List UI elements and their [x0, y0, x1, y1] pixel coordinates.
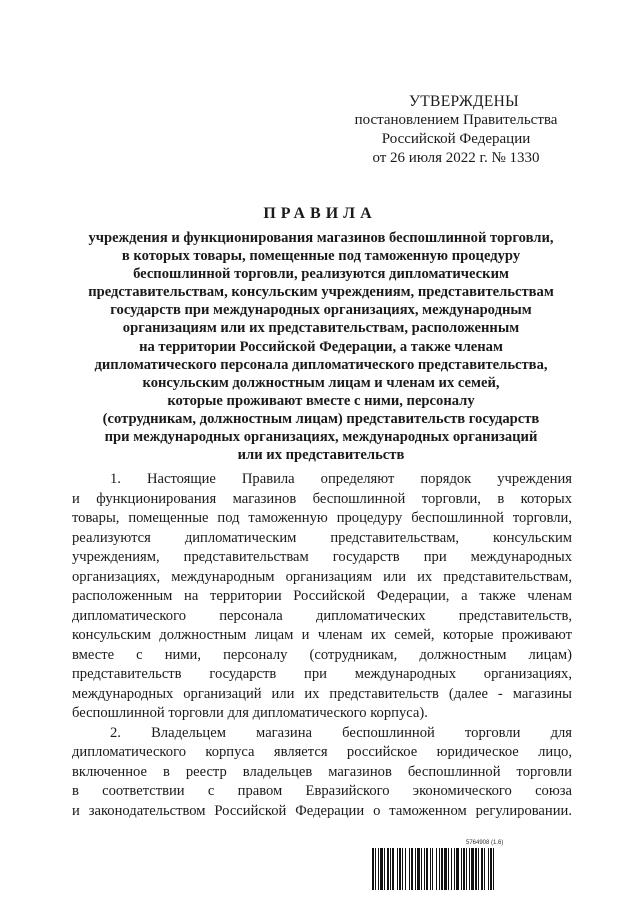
paragraph-1	[72, 470, 572, 724]
subtitle-line: в которых товары, помещенные под таможенную процедуру	[121, 248, 521, 265]
subtitle-line: организациям или их представительствам, расположенным	[122, 320, 520, 337]
page-footer	[372, 840, 572, 890]
paragraph-2	[72, 724, 572, 822]
paragraph-line: включенное в реестр владельцев магазинов беспошлинной торговли	[72, 763, 572, 780]
approval-block	[346, 92, 566, 168]
approval-line-1: постановлением Правительства	[354, 112, 558, 128]
paragraph-line: беспошлинной торговли для дипломатического корпуса).	[72, 705, 428, 721]
paragraph-line: учреждениям, представительствам государств при международных	[72, 549, 572, 565]
document-body	[72, 470, 572, 821]
paragraph-line: 1. Настоящие Правила определяют порядок учреждения	[110, 471, 572, 487]
subtitle-line: на территории Российской Федерации, а также членам	[139, 338, 503, 355]
approval-heading: УТВЕРЖДЕНЫ	[409, 93, 519, 110]
paragraph-line: представительств государств при международных организациях,	[72, 666, 572, 682]
document-title: ПРАВИЛА	[263, 205, 377, 222]
paragraph-line: и функционирования магазинов беспошлинной торговли, в которых	[72, 490, 572, 507]
subtitle-line: представительствам, консульским учреждениям, представительствам	[88, 284, 554, 301]
subtitle-line: или их представительств	[237, 447, 405, 464]
paragraph-line: товары, помещенные под таможенную процедуру беспошлинной торговли,	[72, 510, 572, 526]
paragraph-line: дипломатического персонала дипломатических представительств,	[72, 607, 572, 624]
document-code: 5764908 (1.6)	[466, 840, 504, 846]
paragraph-line: вместе с ними, персоналу (сотрудникам, должностным лицам)	[72, 646, 572, 663]
subtitle-line: которые проживают вместе с ними, персоналу	[167, 392, 475, 409]
subtitle-line: государств при международных организациях, международным	[110, 302, 532, 319]
barcode	[372, 848, 572, 890]
paragraph-line: организациях, международным организациям или их представительствам,	[72, 568, 572, 585]
subtitle-line: беспошлинной торговли, реализуются дипломатическим	[133, 266, 509, 283]
paragraph-line: дипломатического корпуса является российское юридическое лицо,	[72, 744, 572, 760]
approval-line-3: от 26 июля 2022 г. № 1330	[372, 150, 540, 166]
paragraph-line: международных организаций или их представительств (далее - магазины	[72, 685, 572, 702]
subtitle-line: дипломатического персонала дипломатического представительства,	[94, 356, 548, 373]
paragraph-line: 2. Владельцем магазина беспошлинной торговли для	[110, 724, 572, 741]
paragraph-line: консульским должностным лицам и членам их семей, которые проживают	[72, 627, 572, 643]
subtitle-line: учреждения и функционирования магазинов беспошлинной торговли,	[88, 230, 554, 246]
paragraph-line: в соответствии с правом Евразийского экономического союза	[72, 783, 572, 799]
approval-line-2: Российской Федерации	[381, 131, 531, 147]
document-subtitle	[60, 229, 582, 464]
paragraph-line: и законодательством Российской Федерации о таможенном регулировании.	[72, 802, 572, 819]
subtitle-line: (сотрудникам, должностным лицам) представительств государств	[102, 410, 540, 427]
subtitle-line: консульским должностным лицам и членам их семей,	[142, 374, 500, 391]
paragraph-line: реализуются дипломатическим представительствам, консульским	[72, 529, 572, 546]
subtitle-line: при международных организациях, международных организаций	[104, 429, 538, 446]
paragraph-line: расположенным на территории Российской Федерации, а также членам	[72, 588, 572, 604]
